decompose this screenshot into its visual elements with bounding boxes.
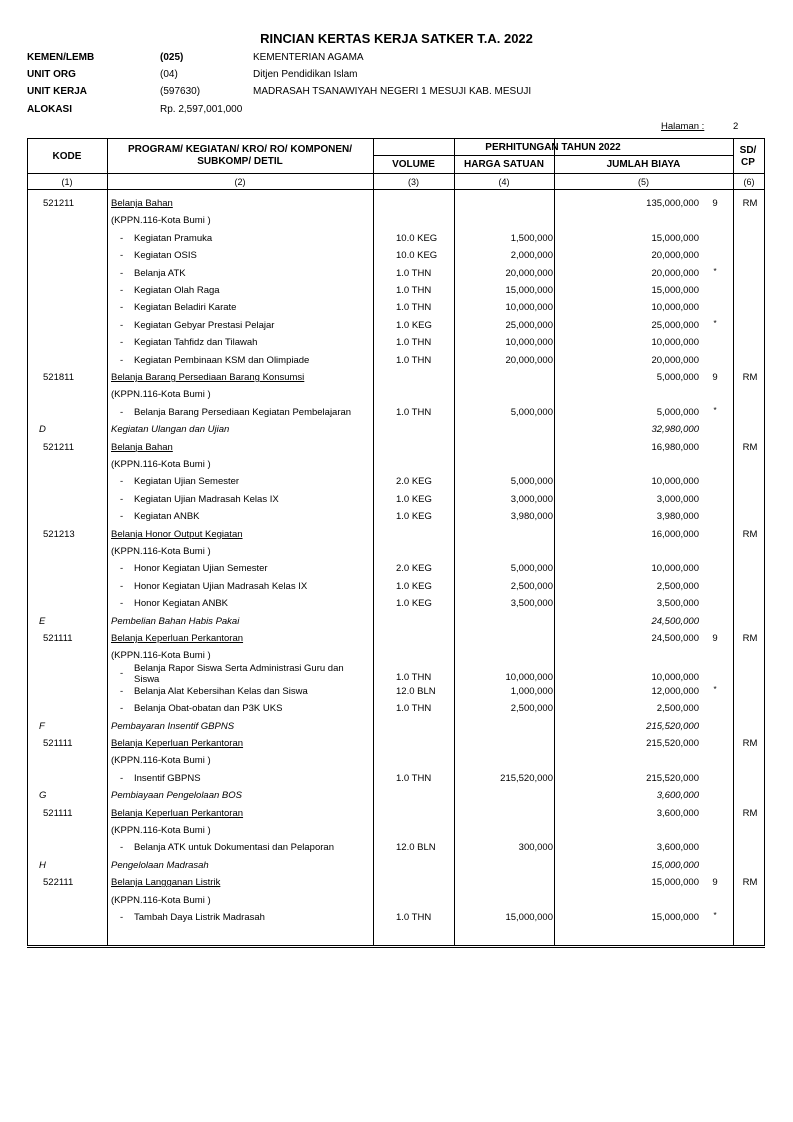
row-jumlah: 3,980,000: [656, 511, 699, 523]
col-number: (4): [498, 177, 510, 187]
row-detail: Insentif GBPNS: [134, 772, 201, 784]
table-row: [27, 266, 765, 283]
item-bullet: -: [120, 772, 124, 784]
row-flag: *: [713, 405, 717, 415]
row-kode: G: [39, 790, 47, 802]
table-row: [27, 509, 765, 526]
item-bullet: -: [120, 354, 124, 366]
item-bullet: -: [120, 598, 124, 610]
row-jumlah: 20,000,000: [651, 250, 699, 262]
col-number: (1): [61, 177, 73, 187]
row-cp: RM: [742, 528, 758, 540]
col-kode-header: KODE: [52, 151, 82, 162]
row-volume: 10.0 KEG: [396, 232, 438, 244]
row-harga: 2,500,000: [510, 580, 553, 592]
budget-table: [27, 138, 765, 948]
row-jumlah: 20,000,000: [651, 267, 699, 279]
header-label: ALOKASI: [27, 104, 72, 115]
row-detail: Kegiatan OSIS: [134, 250, 197, 262]
table-row: [27, 440, 765, 457]
page-number-value: 2: [733, 121, 739, 132]
table-row: [27, 196, 765, 213]
page-number: [661, 121, 739, 132]
row-detail: Honor Kegiatan ANBK: [134, 598, 229, 610]
table-row: [27, 544, 765, 561]
row-akun: Belanja Keperluan Perkantoran: [111, 738, 244, 749]
table-row: [27, 213, 765, 230]
row-jumlah: 24,500,000: [651, 633, 699, 644]
row-detail: Honor Kegiatan Ujian Madrasah Kelas IX: [134, 580, 308, 592]
item-bullet: -: [120, 912, 124, 923]
row-jumlah: 10,000,000: [651, 476, 699, 488]
table-row: [27, 492, 765, 509]
table-row: [27, 858, 765, 875]
header-value: KEMENTERIAN AGAMA: [253, 52, 364, 63]
table-row: [27, 335, 765, 352]
item-bullet: -: [120, 476, 124, 488]
page-number-label: Halaman :: [661, 121, 705, 132]
row-detail: Kegiatan Tahfidz dan Tilawah: [134, 337, 258, 349]
row-volume: 12.0 BLN: [396, 842, 436, 854]
row-cp: RM: [742, 738, 758, 749]
table-row: [27, 910, 765, 927]
col-volume-header: VOLUME: [392, 159, 435, 170]
row-kppn: (KPPN.116-Kota Bumi ): [111, 459, 211, 470]
row-komponen: Pembelian Bahan Habis Pakai: [111, 615, 240, 627]
row-harga: 10,000,000: [505, 671, 553, 683]
row-kppn: (KPPN.116-Kota Bumi ): [111, 215, 211, 227]
row-komponen: Pengelolaan Madrasah: [111, 859, 209, 871]
row-harga: 25,000,000: [505, 319, 553, 331]
row-detail: Belanja Barang Persediaan Kegiatan Pembelajaran: [134, 406, 352, 418]
row-jumlah: 2,500,000: [656, 580, 699, 592]
row-volume: 1.0 KEG: [396, 598, 432, 610]
table-row: [27, 457, 765, 474]
row-volume: 1.0 THN: [396, 337, 432, 349]
row-jumlah: 5,000,000: [656, 406, 699, 418]
row-jumlah: 135,000,000: [646, 198, 699, 209]
row-jumlah: 16,000,000: [651, 528, 699, 540]
row-harga: 3,500,000: [510, 598, 553, 610]
row-kppn: (KPPN.116-Kota Bumi ): [111, 755, 211, 767]
table-row: [27, 823, 765, 840]
row-detail: Tambah Daya Listrik Madrasah: [134, 912, 265, 923]
table-row: [27, 662, 765, 685]
row-kode: 521211: [43, 198, 74, 209]
row-jumlah: 15,000,000: [651, 285, 699, 296]
row-detail: Kegiatan ANBK: [134, 511, 200, 523]
row-kode: H: [39, 859, 46, 871]
row-jumlah: 3,500,000: [656, 598, 699, 610]
table-row: [27, 614, 765, 631]
header-code: (025): [160, 52, 184, 63]
item-bullet: -: [120, 406, 124, 418]
item-bullet: -: [120, 302, 124, 314]
table-row: [27, 788, 765, 805]
item-bullet: -: [120, 511, 124, 523]
table-row: [27, 370, 765, 387]
table-row: [27, 806, 765, 823]
document-title: RINCIAN KERTAS KERJA SATKER T.A. 2022: [260, 31, 533, 46]
row-detail: Kegiatan Pembinaan KSM dan Olimpiade: [134, 354, 310, 366]
row-jumlah: 15,000,000: [651, 912, 699, 923]
row-jumlah: 10,000,000: [651, 563, 699, 575]
row-harga: 2,500,000: [510, 703, 553, 715]
row-jumlah: 12,000,000: [651, 685, 699, 697]
row-detail: Honor Kegiatan Ujian Semester: [134, 563, 268, 575]
row-volume: 12.0 BLN: [396, 685, 436, 697]
row-akun: Belanja Honor Output Kegiatan: [111, 528, 243, 540]
row-detail: Belanja Rapor Siswa Serta Administrasi Guru dan Siswa: [134, 662, 344, 685]
item-bullet: -: [120, 563, 124, 575]
row-volume: 10.0 KEG: [396, 250, 438, 262]
row-harga: 15,000,000: [505, 912, 553, 923]
table-row: [27, 840, 765, 857]
row-jumlah: 215,520,000: [646, 772, 699, 784]
row-harga: 10,000,000: [505, 337, 553, 349]
table-row: [27, 719, 765, 736]
row-jumlah: 24,500,000: [651, 615, 699, 627]
row-jumlah: 15,000,000: [651, 877, 699, 889]
row-kode: 521213: [43, 528, 75, 540]
row-harga: 5,000,000: [510, 563, 553, 575]
table-row: [27, 561, 765, 578]
row-volume: 1.0 THN: [396, 703, 432, 715]
row-volume: 1.0 THN: [396, 354, 432, 366]
row-jumlah: 10,000,000: [651, 671, 699, 683]
row-kode: 522111: [43, 877, 74, 889]
header-code: (597630): [160, 86, 201, 97]
row-sd: 9: [712, 372, 718, 383]
table-row: [27, 474, 765, 491]
table-row: [27, 527, 765, 544]
row-harga: 1,000,000: [510, 685, 553, 697]
row-jumlah: 15,000,000: [651, 859, 699, 871]
table-row: [27, 405, 765, 422]
row-jumlah: 2,500,000: [656, 703, 699, 715]
row-jumlah: 16,980,000: [651, 441, 699, 453]
row-volume: 1.0 THN: [396, 285, 432, 296]
row-jumlah: 10,000,000: [651, 337, 699, 349]
table-row: [27, 300, 765, 317]
row-kode: F: [39, 720, 45, 732]
row-cp: RM: [742, 198, 758, 209]
item-bullet: -: [120, 685, 124, 697]
table-row: [27, 248, 765, 265]
row-harga: 5,000,000: [510, 406, 553, 418]
row-cp: RM: [742, 633, 758, 644]
table-row: [27, 753, 765, 770]
row-kppn: (KPPN.116-Kota Bumi ): [111, 825, 211, 836]
row-akun: Belanja Bahan: [111, 441, 173, 453]
row-volume: 1.0 THN: [396, 912, 432, 923]
row-akun: Belanja Keperluan Perkantoran: [111, 633, 244, 644]
row-jumlah: 3,600,000: [656, 807, 699, 819]
table-row: [27, 579, 765, 596]
row-jumlah: 15,000,000: [651, 232, 699, 244]
item-bullet: -: [120, 232, 124, 244]
row-cp: RM: [742, 372, 758, 383]
table-row: [27, 875, 765, 892]
row-cp: RM: [742, 877, 758, 889]
row-harga: 3,980,000: [510, 511, 553, 523]
table-row: [27, 283, 765, 300]
item-bullet: -: [120, 267, 124, 279]
row-volume: 2.0 KEG: [396, 476, 432, 488]
col-number: (3): [408, 177, 419, 187]
col-jumlah-header: JUMLAH BIAYA: [606, 159, 681, 170]
table-row: [27, 771, 765, 788]
row-harga: 20,000,000: [505, 267, 553, 279]
col-sdcp-header: SD/ CP: [739, 145, 757, 168]
row-komponen: Pembayaran Insentif GBPNS: [111, 720, 235, 732]
row-sd: 9: [712, 198, 718, 209]
row-kode: 521111: [43, 807, 73, 819]
row-harga: 10,000,000: [505, 302, 553, 314]
item-bullet: -: [120, 703, 124, 715]
row-harga: 215,520,000: [500, 772, 553, 784]
item-bullet: -: [120, 337, 124, 349]
row-harga: 20,000,000: [505, 354, 553, 366]
row-cp: RM: [742, 441, 758, 453]
row-volume: 1.0 THN: [396, 267, 432, 279]
row-kppn: (KPPN.116-Kota Bumi ): [111, 650, 211, 662]
table-row: [27, 353, 765, 370]
row-jumlah: 32,980,000: [651, 424, 699, 436]
header-code: (04): [160, 69, 178, 80]
row-akun: Belanja Barang Persediaan Barang Konsumsi: [111, 372, 305, 383]
row-flag: *: [713, 318, 717, 328]
col-perhitungan-header: PERHITUNGAN TAHUN 2022: [485, 142, 621, 153]
header-label: KEMEN/LEMB: [27, 52, 95, 63]
item-bullet: -: [120, 493, 124, 505]
col-program-header: PROGRAM/ KEGIATAN/ KRO/ RO/ KOMPONEN/ SUBKOMP/ DETIL: [127, 144, 353, 167]
row-detail: Belanja Obat-obatan dan P3K UKS: [134, 703, 283, 715]
item-bullet: -: [120, 667, 124, 679]
row-detail: Belanja ATK: [134, 267, 186, 279]
table-row: [27, 231, 765, 248]
row-flag: *: [713, 911, 717, 920]
table-row: [27, 736, 765, 753]
row-jumlah: 20,000,000: [651, 354, 699, 366]
row-detail: Belanja ATK untuk Dokumentasi dan Pelaporan: [134, 842, 334, 854]
row-volume: 1.0 THN: [396, 671, 432, 683]
row-jumlah: 3,600,000: [656, 790, 699, 802]
row-kode: 521111: [43, 738, 73, 749]
row-jumlah: 215,520,000: [646, 720, 699, 732]
row-kppn: (KPPN.116-Kota Bumi ): [111, 389, 211, 401]
row-harga: 3,000,000: [510, 493, 553, 505]
row-kode: 521211: [43, 441, 74, 453]
row-jumlah: 10,000,000: [651, 302, 699, 314]
row-volume: 1.0 THN: [396, 406, 432, 418]
row-volume: 1.0 KEG: [396, 580, 432, 592]
row-harga: 2,000,000: [510, 250, 553, 262]
row-detail: Kegiatan Gebyar Prestasi Pelajar: [134, 319, 275, 331]
row-sd: 9: [712, 877, 718, 889]
row-detail: Kegiatan Pramuka: [134, 232, 213, 244]
header-value: MADRASAH TSANAWIYAH NEGERI 1 MESUJI KAB. MESUJI: [253, 86, 532, 97]
item-bullet: -: [120, 580, 124, 592]
col-number: (5): [638, 177, 649, 187]
row-sd: 9: [712, 633, 718, 644]
row-detail: Kegiatan Beladiri Karate: [134, 302, 237, 314]
row-jumlah: 215,520,000: [646, 738, 699, 749]
row-kode: 521111: [43, 633, 73, 644]
row-detail: Kegiatan Ujian Madrasah Kelas IX: [134, 493, 279, 505]
col-number: (2): [234, 177, 246, 187]
row-komponen: Kegiatan Ulangan dan Ujian: [111, 424, 230, 436]
item-bullet: -: [120, 250, 124, 262]
item-bullet: -: [120, 319, 124, 331]
header-value: Ditjen Pendidikan Islam: [253, 69, 358, 80]
col-harga-header: HARGA SATUAN: [464, 159, 544, 170]
table-row: [27, 893, 765, 910]
row-flag: *: [713, 266, 717, 276]
row-cp: RM: [742, 807, 758, 819]
item-bullet: -: [120, 285, 124, 296]
row-flag: *: [713, 684, 717, 694]
row-akun: Belanja Langganan Listrik: [111, 877, 221, 889]
row-kppn: (KPPN.116-Kota Bumi ): [111, 546, 211, 557]
row-kode: D: [39, 424, 46, 436]
row-jumlah: 5,000,000: [656, 372, 699, 383]
row-jumlah: 3,000,000: [656, 493, 699, 505]
row-akun: Belanja Bahan: [111, 198, 173, 209]
row-volume: 1.0 KEG: [396, 511, 432, 523]
row-volume: 1.0 THN: [396, 302, 432, 314]
col-number: (6): [743, 177, 755, 187]
header-code: Rp. 2,597,001,000: [160, 104, 243, 115]
row-komponen: Pembiayaan Pengelolaan BOS: [111, 790, 242, 802]
row-kode: 521811: [43, 372, 74, 383]
table-row: [27, 318, 765, 335]
row-volume: 1.0 KEG: [396, 319, 432, 331]
item-bullet: -: [120, 842, 124, 854]
header-label: UNIT KERJA: [27, 86, 88, 97]
row-detail: Belanja Alat Kebersihan Kelas dan Siswa: [134, 685, 308, 697]
row-volume: 2.0 KEG: [396, 563, 432, 575]
row-kode: E: [39, 615, 46, 627]
row-volume: 1.0 KEG: [396, 493, 432, 505]
row-harga: 1,500,000: [510, 232, 553, 244]
row-harga: 15,000,000: [505, 285, 553, 296]
row-kppn: (KPPN.116-Kota Bumi ): [111, 894, 211, 906]
table-row: [27, 422, 765, 439]
row-harga: 5,000,000: [510, 476, 553, 488]
row-volume: 1.0 THN: [396, 772, 432, 784]
row-jumlah: 3,600,000: [656, 842, 699, 854]
header-label: UNIT ORG: [27, 69, 76, 80]
table-row: [27, 631, 765, 648]
row-akun: Belanja Keperluan Perkantoran: [111, 807, 244, 819]
row-detail: Kegiatan Ujian Semester: [134, 476, 240, 488]
table-row: [27, 684, 765, 701]
table-row: [27, 387, 765, 404]
table-row: [27, 701, 765, 718]
row-harga: 300,000: [518, 842, 553, 854]
table-row: [27, 596, 765, 613]
row-detail: Kegiatan Olah Raga: [134, 285, 220, 296]
row-jumlah: 25,000,000: [651, 319, 699, 331]
